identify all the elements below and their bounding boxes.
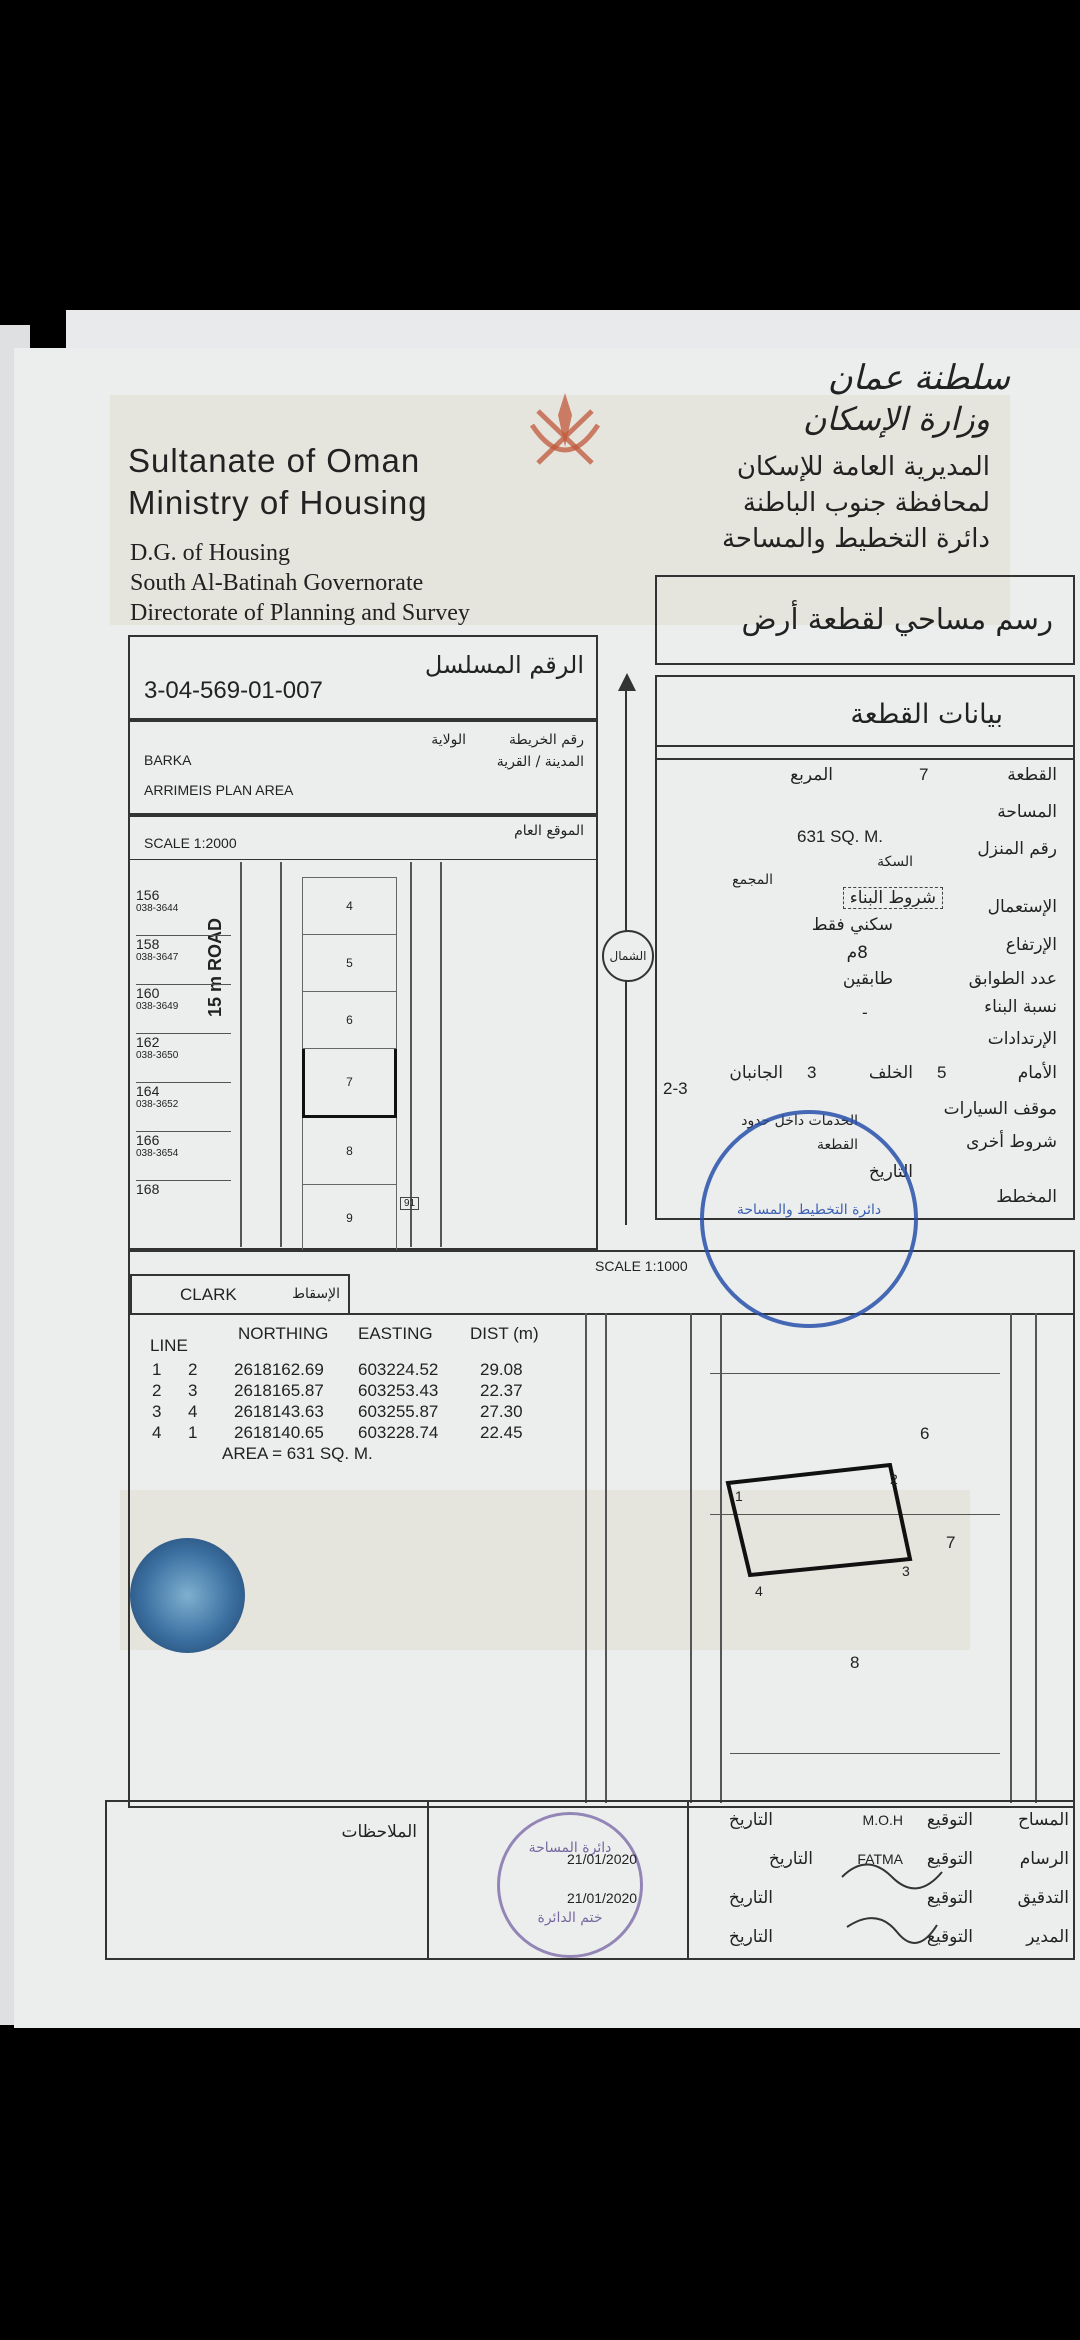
road-edge (1035, 1313, 1037, 1803)
coordinates-row (150, 1380, 580, 1401)
parcel-number: 8 (850, 1653, 860, 1672)
coordinates-table (150, 1323, 580, 1464)
left-plot (136, 1132, 231, 1181)
parking-label: موقف السيارات (943, 1099, 1057, 1119)
use-value: سكني فقط (811, 915, 893, 935)
area-label: المساحة (997, 802, 1057, 822)
road-edge (440, 862, 442, 1247)
plot-ref: 038-3652 (136, 1099, 179, 1110)
vertex-label: 2 (890, 1471, 898, 1487)
projection-box (130, 1274, 350, 1315)
city-value: ARRIMEIS PLAN AREA (144, 782, 294, 798)
coordinates-row (150, 1422, 580, 1443)
sides-label: الجانبان (729, 1063, 783, 1083)
row-easting: 603255.87 (358, 1402, 439, 1421)
row-to: 4 (188, 1402, 198, 1421)
left-plot-list (136, 887, 231, 1211)
floors-label: عدد الطوابق (968, 969, 1057, 989)
plot-date-label: التاريخ (868, 1162, 913, 1182)
survey-stamp (497, 1812, 643, 1958)
handwritten-signature (837, 1847, 947, 1957)
square-label: المربع (790, 765, 833, 785)
dg-housing-ar: المديرية العامة للإسكان (736, 452, 990, 482)
stamp-cell (427, 1802, 689, 1958)
sig-date-label: التاريخ (728, 1888, 773, 1908)
road-edge (585, 1313, 587, 1803)
key-map-scale: SCALE 1:2000 (144, 835, 237, 851)
col-easting: EASTING (358, 1324, 433, 1343)
parcel: 8 (302, 1118, 397, 1185)
col-line: LINE (150, 1336, 188, 1355)
serial-label: الرقم المسلسل (424, 651, 584, 679)
signature-row (687, 1802, 1073, 1841)
row-dist: 22.45 (480, 1423, 523, 1442)
parcel: 6 (302, 992, 397, 1049)
plot-no: 166 (136, 1132, 160, 1148)
sig-date-label: التاريخ (728, 1810, 773, 1830)
left-plot (136, 1083, 231, 1132)
row-easting: 603224.52 (358, 1360, 439, 1379)
stamp-text: دائرة التخطيط والمساحة (736, 1202, 882, 1218)
stamp-text: دائرة المساحة (528, 1840, 612, 1856)
row-dist: 22.37 (480, 1381, 523, 1400)
plot-no: 162 (136, 1034, 160, 1050)
vertex-label: 3 (902, 1563, 910, 1579)
row-dist: 27.30 (480, 1402, 523, 1421)
height-value: 8م (846, 943, 868, 963)
plot-no: 160 (136, 985, 160, 1001)
row-from: 2 (152, 1381, 162, 1400)
serial-box (128, 635, 598, 720)
back-label: الخلف (868, 1063, 913, 1083)
plot-data-title: بيانات القطعة (850, 699, 1003, 730)
area-value: 631 SQ. M. (797, 827, 883, 846)
front-label: الأمام (1017, 1063, 1057, 1083)
plot-ref: 038-3644 (136, 903, 179, 914)
parcel-highlighted: 7 (302, 1049, 397, 1118)
general-site-label: الموقع العام (514, 823, 584, 839)
height-label: الإرتفاع (1005, 935, 1057, 955)
projection-label: الإسقاط (292, 1286, 340, 1302)
coordinates-area: AREA = 631 SQ. M. (222, 1444, 373, 1463)
row-from: 1 (152, 1360, 162, 1379)
sig-name: FATMA (857, 1851, 903, 1867)
road-edge (280, 862, 282, 1247)
oman-emblem-icon (520, 385, 610, 485)
sig-role: التدقيق (1017, 1888, 1069, 1908)
row-to: 2 (188, 1360, 198, 1379)
row-easting: 603253.43 (358, 1381, 439, 1400)
stamp-text: ختم الدائرة (537, 1910, 603, 1926)
sig-date: 21/01/2020 (567, 1890, 638, 1906)
left-plot (136, 936, 231, 985)
location-box (128, 720, 598, 815)
parcel-number: 7 (946, 1533, 956, 1552)
north-arrow-column (598, 665, 655, 1250)
north-arrow-icon (618, 673, 636, 691)
sig-date-label: التاريخ (768, 1849, 813, 1869)
setbacks-label: الإرتدادات (987, 1029, 1057, 1049)
sides-value: 2-3 (663, 1079, 688, 1098)
sig-sign-label: التوقيع (926, 1927, 973, 1947)
sig-role: المدير (1026, 1927, 1069, 1947)
sig-sign-label: التوقيع (926, 1888, 973, 1908)
road-edge (605, 1313, 607, 1803)
wilaya-value: BARKA (144, 752, 192, 768)
row-northing: 2618162.69 (234, 1360, 324, 1379)
parcel: 9 (302, 1185, 397, 1252)
parcel: 4 (302, 877, 397, 935)
use-label: الإستعمال (987, 897, 1057, 917)
sig-role: المساح (1017, 1810, 1069, 1830)
coordinates-row (150, 1359, 580, 1380)
plot-label: القطعة (1007, 765, 1057, 785)
road-edge (240, 862, 242, 1247)
ratio-value: - (862, 1003, 868, 1022)
parcel-column (302, 877, 397, 1252)
ministry-title-ar: وزارة الإسكان (802, 400, 990, 438)
lane-label: السكة (877, 854, 913, 870)
detail-scale: SCALE 1:1000 (595, 1258, 688, 1274)
vertex-label: 4 (755, 1583, 763, 1599)
directorate-en: Directorate of Planning and Survey (130, 600, 470, 626)
plot-ref: 038-3647 (136, 952, 179, 963)
city-label: المدينة / القرية (496, 754, 584, 770)
road-edge (1010, 1313, 1012, 1803)
front-value: 5 (937, 1063, 947, 1082)
building-conditions-title: شروط البناء (843, 887, 943, 909)
complex-label: المجمع (732, 872, 773, 888)
signature-block (105, 1800, 1075, 1960)
ministry-title-en-2: Ministry of Housing (128, 484, 428, 521)
serial-value: 3-04-569-01-007 (144, 677, 323, 704)
sultanate-title-ar: سلطنة عمان (827, 358, 1010, 398)
row-to: 3 (188, 1381, 198, 1400)
vertex-label: 1 (735, 1488, 743, 1504)
hologram-seal-icon (130, 1538, 245, 1653)
plot-no: 164 (136, 1083, 160, 1099)
row-easting: 603228.74 (358, 1423, 439, 1442)
parking-value: الخدمات داخل حدود القطعة (741, 1113, 858, 1153)
ratio-label: نسبة البناء (984, 997, 1057, 1017)
plot-no: 168 (136, 1181, 160, 1197)
sig-role: الرسام (1019, 1849, 1069, 1869)
ministry-title-en-1: Sultanate of Oman (128, 442, 421, 479)
notes-cell (107, 1802, 429, 1958)
governorate-en: South Al-Batinah Governorate (130, 570, 424, 596)
doc-title: رسم مساحي لقطعة أرض (741, 602, 1053, 636)
row-northing: 2618165.87 (234, 1381, 324, 1400)
detail-drawing-area (128, 1313, 1075, 1808)
plot-no: 156 (136, 887, 160, 903)
doc-title-box (655, 575, 1075, 665)
parcel-number: 6 (920, 1424, 930, 1443)
sig-sign-label: التوقيع (926, 1849, 973, 1869)
coordinates-row (150, 1401, 580, 1422)
parcel: 5 (302, 935, 397, 992)
wilaya-label: الولاية (431, 732, 466, 748)
floors-value: طابقين (842, 969, 893, 989)
road-label: 15 m ROAD (205, 917, 225, 1017)
left-plot (136, 1181, 231, 1211)
governorate-ar: لمحافظة جنوب الباطنة (742, 488, 990, 518)
sig-date: 21/01/2020 (567, 1851, 638, 1867)
key-map-divider (130, 859, 596, 860)
sig-sign-label: التوقيع (926, 1810, 973, 1830)
sig-name: M.O.H (862, 1812, 903, 1828)
row-to: 1 (188, 1423, 198, 1442)
row-dist: 29.08 (480, 1360, 523, 1379)
map-no-label: رقم الخريطة (508, 732, 584, 748)
col-northing: NORTHING (238, 1324, 329, 1343)
dg-housing-en: D.G. of Housing (130, 540, 290, 566)
plot-ref: 038-3650 (136, 1050, 179, 1061)
road-edge (410, 862, 412, 1247)
back-value: 3 (807, 1063, 817, 1082)
row-northing: 2618143.63 (234, 1402, 324, 1421)
plot-no: 158 (136, 936, 160, 952)
house-no-label: رقم المنزل (977, 839, 1057, 859)
plan-label: المخطط (996, 1187, 1057, 1207)
left-plot (136, 985, 231, 1034)
projection-value: CLARK (180, 1285, 237, 1304)
left-plot (136, 1034, 231, 1083)
block-no: 91 (400, 1197, 419, 1210)
plot-ref: 038-3654 (136, 1148, 179, 1159)
detail-parcel (730, 1593, 1000, 1754)
row-from: 4 (152, 1423, 162, 1442)
other-conditions-label: شروط أخرى (966, 1132, 1057, 1152)
north-label: الشمال (602, 930, 654, 982)
directorate-ar: دائرة التخطيط والمساحة (721, 524, 990, 554)
sig-date-label: التاريخ (728, 1927, 773, 1947)
road-edge (690, 1313, 692, 1803)
notes-label: الملاحظات (341, 1822, 417, 1842)
plot-value: 7 (919, 765, 929, 784)
row-northing: 2618140.65 (234, 1423, 324, 1442)
left-plot (136, 887, 231, 936)
projection-bar (128, 1250, 1075, 1315)
col-dist: DIST (m) (470, 1324, 539, 1343)
coordinates-header (150, 1323, 580, 1355)
row-from: 3 (152, 1402, 162, 1421)
key-map-box (128, 815, 598, 1250)
plot-ref: 038-3649 (136, 1001, 179, 1012)
directorate-stamp (700, 1110, 918, 1328)
